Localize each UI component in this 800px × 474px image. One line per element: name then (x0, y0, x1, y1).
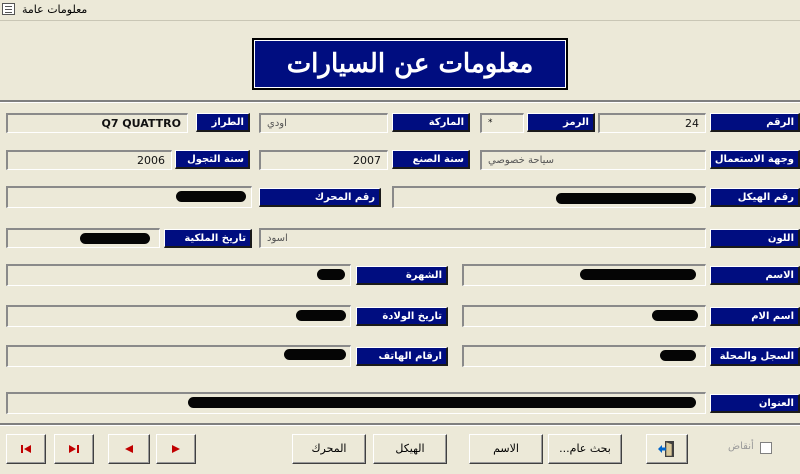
redaction (652, 310, 698, 321)
registry-label: السجل والمحلة (710, 347, 800, 366)
top-divider (0, 100, 800, 103)
engine-number-label: رقم المحرك (259, 188, 381, 207)
registration-year-label: سنة التجول (175, 150, 250, 169)
brand-field[interactable]: اودي (259, 113, 388, 133)
address-label: العنوان (710, 394, 800, 413)
code-label: الرمز (527, 113, 595, 132)
last-record-button[interactable] (54, 434, 94, 464)
ownership-date-label: تاريخ الملكية (164, 229, 252, 248)
model-field[interactable]: Q7 QUATTRO (6, 113, 188, 133)
manufacture-year-field[interactable]: 2007 (259, 150, 388, 170)
chassis-button[interactable]: الهيكل (373, 434, 447, 464)
redaction (296, 310, 346, 321)
previous-record-icon (124, 444, 134, 454)
registration-year-field[interactable]: 2006 (6, 150, 172, 170)
name-button[interactable]: الاسم (469, 434, 543, 464)
name-label: الاسم (710, 266, 800, 285)
next-record-button[interactable] (156, 434, 196, 464)
usage-field[interactable]: سياحة خصوصي (480, 150, 706, 170)
surname-label: الشهرة (356, 266, 448, 285)
manufacture-year-label: سنة الصنع (392, 150, 470, 169)
debris-checkbox-label: أنقاض (728, 441, 754, 452)
general-search-button[interactable]: بحث عام... (548, 434, 622, 464)
redaction (556, 193, 696, 204)
birth-date-label: تاريخ الولادة (356, 307, 448, 326)
usage-label: وجهة الاستعمال (710, 150, 800, 169)
brand-label: الماركة (392, 113, 470, 132)
redaction (284, 349, 346, 360)
surname-field[interactable] (6, 264, 351, 286)
first-record-button[interactable] (6, 434, 46, 464)
last-record-icon (68, 444, 80, 454)
page-title: معلومات عن السيارات (254, 40, 566, 88)
color-label: اللون (710, 229, 800, 248)
exit-door-icon (657, 440, 677, 458)
bottom-divider (0, 423, 800, 426)
chassis-number-label: رقم الهيكل (710, 188, 800, 207)
previous-record-button[interactable] (108, 434, 150, 464)
mother-name-label: اسم الام (710, 307, 800, 326)
window-title: معلومات عامة (22, 3, 88, 16)
redaction (317, 269, 345, 280)
redaction (660, 350, 696, 361)
code-field[interactable]: * (480, 113, 524, 133)
engine-button[interactable]: المحرك (292, 434, 366, 464)
number-label: الرقم (710, 113, 800, 132)
form-icon (2, 3, 15, 15)
first-record-icon (20, 444, 32, 454)
number-field[interactable]: 24 (598, 113, 706, 133)
debris-checkbox[interactable] (760, 442, 772, 454)
redaction (80, 233, 150, 244)
next-record-icon (171, 444, 181, 454)
redaction (176, 191, 246, 202)
title-bar (0, 0, 800, 21)
color-field[interactable]: اسود (259, 228, 706, 248)
model-label: الطراز (196, 113, 250, 132)
debris-checkbox-group (728, 441, 772, 457)
phones-label: ارقام الهاتف (356, 347, 448, 366)
redaction (580, 269, 696, 280)
exit-button[interactable] (646, 434, 688, 464)
redaction (188, 397, 696, 408)
